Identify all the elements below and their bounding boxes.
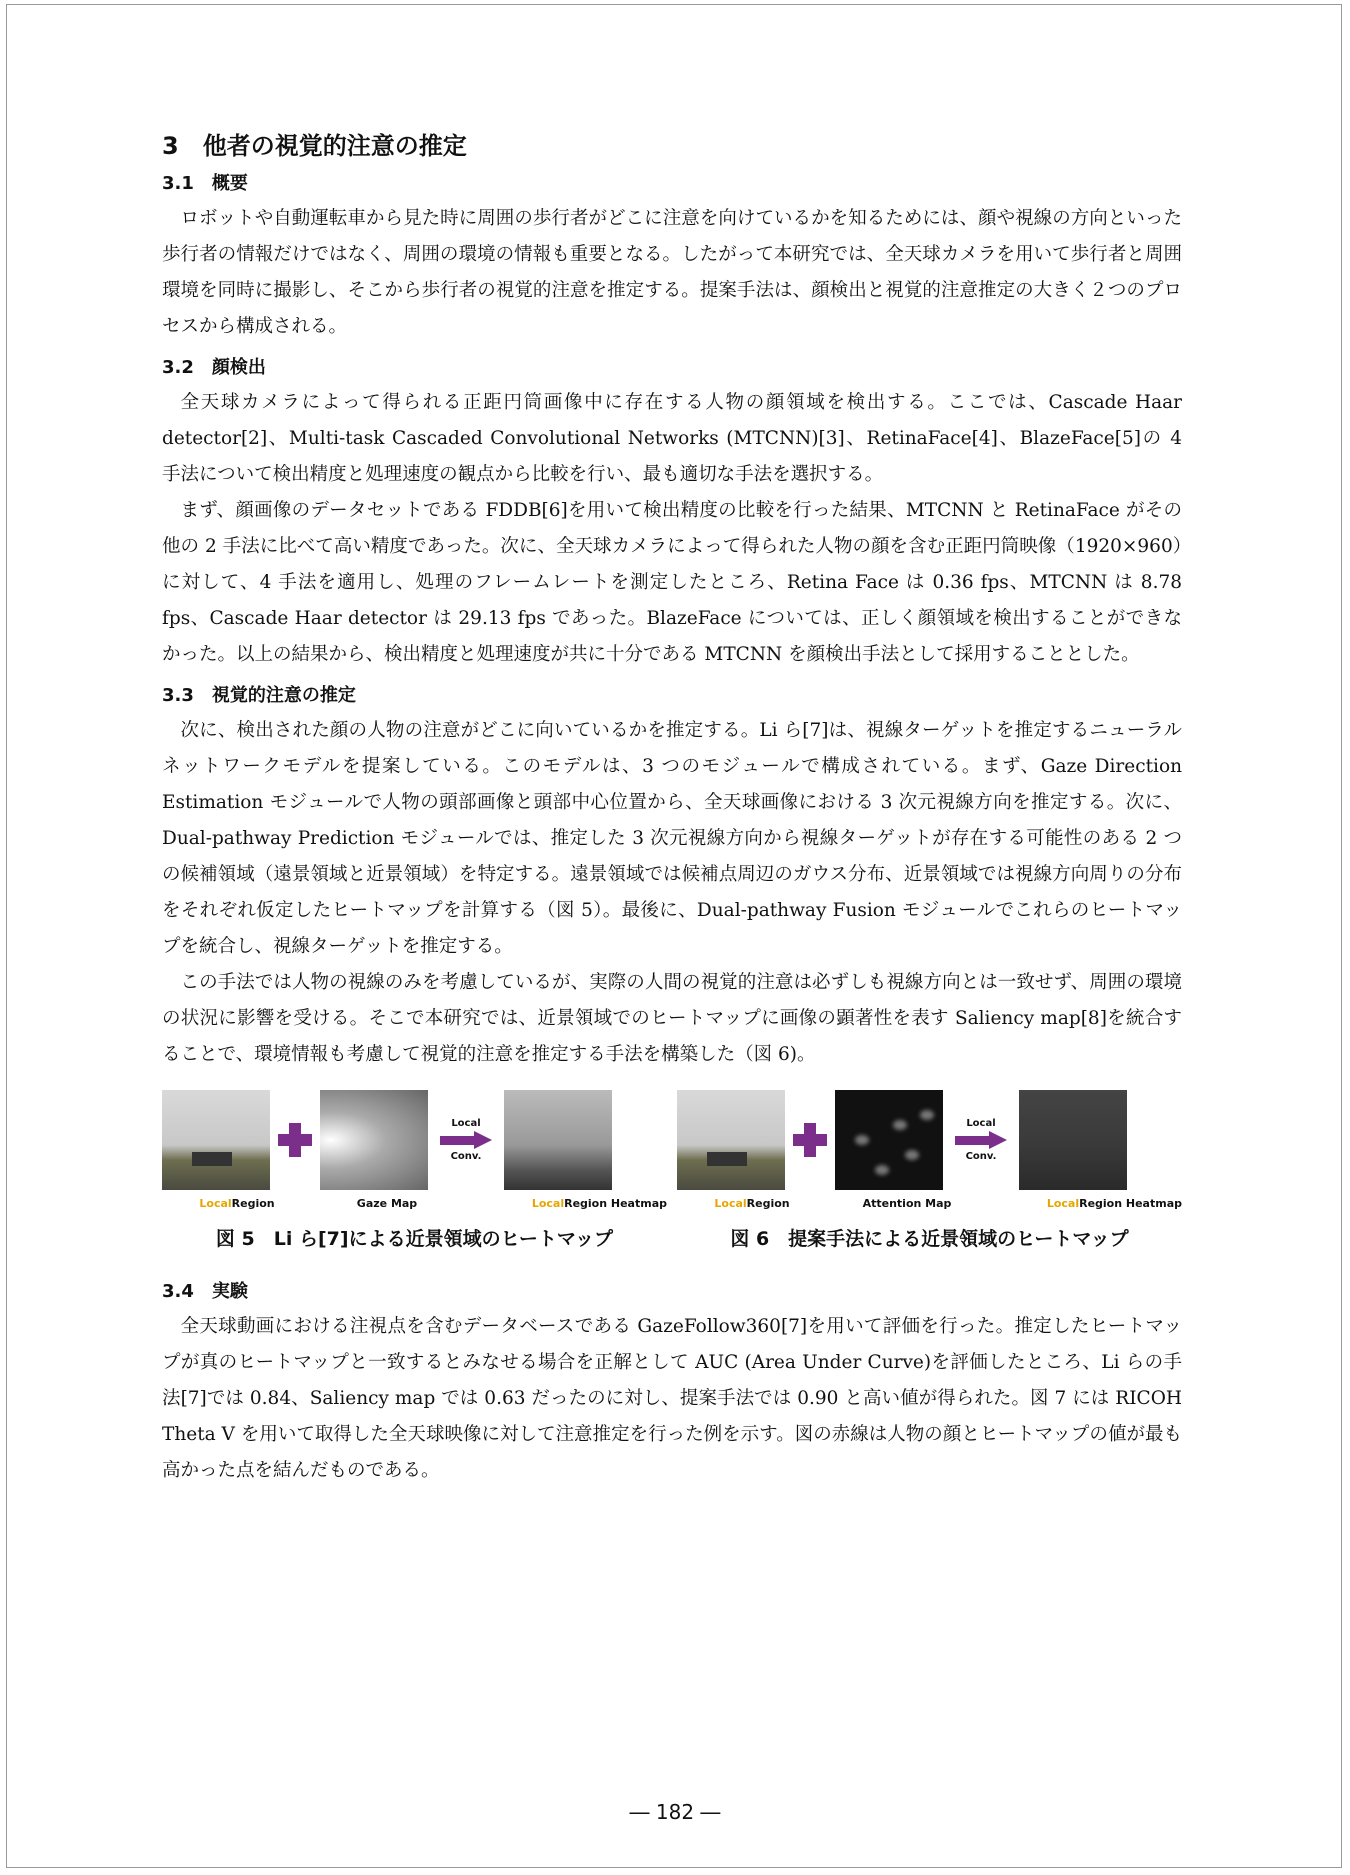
arrow-label-bottom: Conv.	[450, 1151, 482, 1162]
arrow-right-icon	[955, 1131, 1007, 1149]
plus-icon	[278, 1123, 312, 1157]
page-content	[162, 126, 1182, 1489]
section-title: 3 他者の視覚的注意の推定	[162, 132, 467, 160]
figure-5-labels	[162, 1197, 667, 1210]
figure-6-caption: 図 6 提案手法による近景領域のヒートマップ	[730, 1228, 1129, 1250]
local-conv-arrow	[951, 1118, 1011, 1162]
figure-6-labels	[677, 1197, 1182, 1210]
local-region-photo	[677, 1090, 785, 1190]
page-number: ― 182 ―	[629, 1800, 721, 1824]
plus-icon	[793, 1123, 827, 1157]
label-local-region: LocalRegion	[199, 1197, 275, 1210]
local-region-photo	[162, 1090, 270, 1190]
figure-6-diagram	[677, 1087, 1182, 1193]
label-local-region: LocalRegion	[714, 1197, 790, 1210]
region-heatmap-image	[504, 1090, 612, 1190]
label-region-heatmap: LocalRegion Heatmap	[531, 1197, 667, 1210]
label-attention-map: Attention Map	[862, 1197, 952, 1210]
figure-5	[162, 1087, 667, 1251]
paragraph-face-detection-2: まず、顔画像のデータセットである FDDB[6]を用いて検出精度の比較を行った結果、MTCNN と RetinaFace がその他の 2 手法に比べて高い精度であった。次に、全天球カメラによって得られた人物の顔を含む正距円筒映像（1920×960）に対して、4 手法を適用し、処理のフレームレートを測定したところ、Retina Face は 0.36 fps、MTCNN は 8.78 fps、Cascade Haar detector は 29.13 fps であった。BlazeFace については、正しく顔領域を検出することができなかった。以上の結果から、検出精度と処理速度が共に十分である MTCNN を顔検出手法として採用することとした。	[162, 500, 1182, 665]
paragraph-face-detection-1: 全天球カメラによって得られる正距円筒画像中に存在する人物の顔領域を検出する。ここでは、Cascade Haar detector[2]、Multi-task Cascaded Convolutional Networks (MTCNN)[3]、RetinaFace[4]、BlazeFace[5]の 4 手法について検出精度と処理速度の観点から比較を行い、最も適切な手法を選択する。	[162, 392, 1182, 485]
subsection-heading-overview: 3.1 概要	[162, 173, 248, 194]
arrow-label-top: Local	[966, 1118, 996, 1129]
paragraph-attention-2: この手法では人物の視線のみを考慮しているが、実際の人間の視覚的注意は必ずしも視線方向とは一致せず、周囲の環境の状況に影響を受ける。そこで本研究では、近景領域でのヒートマップに画像の顕著性を表す Saliency map[8]を統合することで、環境情報も考慮して視覚的注意を推定する手法を構築した（図 6)。	[162, 972, 1182, 1065]
label-gaze-map: Gaze Map	[356, 1197, 418, 1210]
subsection-heading-experiment: 3.4 実験	[162, 1281, 248, 1302]
arrow-label-bottom: Conv.	[965, 1151, 997, 1162]
subsection-heading-attention: 3.3 視覚的注意の推定	[162, 685, 356, 706]
region-heatmap-image	[1019, 1090, 1127, 1190]
figure-5-caption: 図 5 Li ら[7]による近景領域のヒートマップ	[215, 1228, 614, 1250]
figure-row	[162, 1087, 1182, 1251]
gaze-map-image	[320, 1090, 428, 1190]
arrow-right-icon	[440, 1131, 492, 1149]
attention-map-image	[835, 1090, 943, 1190]
paragraph-overview: ロボットや自動運転車から見た時に周囲の歩行者がどこに注意を向けているかを知るためには、顔や視線の方向といった歩行者の情報だけではなく、周囲の環境の情報も重要となる。したがって本研究では、全天球カメラを用いて歩行者と周囲環境を同時に撮影し、そこから歩行者の視覚的注意を推定する。提案手法は、顔検出と視覚的注意推定の大きく２つのプロセスから構成される。	[162, 208, 1182, 337]
label-region-heatmap: LocalRegion Heatmap	[1046, 1197, 1182, 1210]
paragraph-attention-1: 次に、検出された顔の人物の注意がどこに向いているかを推定する。Li ら[7]は、視線ターゲットを推定するニューラルネットワークモデルを提案している。このモデルは、3 つのモジュールで構成されている。まず、Gaze Direction Estimation モジュールで人物の頭部画像と頭部中心位置から、全天球画像における 3 次元視線方向を推定する。次に、Dual-pathway Prediction モジュールでは、推定した 3 次元視線方向から視線ターゲットが存在する可能性のある 2 つの候補領域（遠景領域と近景領域）を特定する。遠景領域では候補点周辺のガウス分布、近景領域では視線方向周りの分布をそれぞれ仮定したヒートマップを計算する（図 5）。最後に、Dual-pathway Fusion モジュールでこれらのヒートマップを統合し、視線ターゲットを推定する。	[162, 720, 1182, 957]
paragraph-experiment: 全天球動画における注視点を含むデータベースである GazeFollow360[7]を用いて評価を行った。推定したヒートマップが真のヒートマップと一致するとみなせる場合を正解として AUC (Area Under Curve)を評価したところ、Li らの手法[7]では 0.84、Saliency map では 0.63 だったのに対し、提案手法では 0.90 と高い値が得られた。図 7 には RICOH Theta V を用いて取得した全天球映像に対して注意推定を行った例を示す。図の赤線は人物の顔とヒートマップの値が最も高かった点を結んだものである。	[162, 1316, 1182, 1481]
arrow-label-top: Local	[451, 1118, 481, 1129]
figure-5-diagram	[162, 1087, 667, 1193]
figure-6	[677, 1087, 1182, 1251]
local-conv-arrow	[436, 1118, 496, 1162]
subsection-heading-face-detection: 3.2 顔検出	[162, 357, 266, 378]
